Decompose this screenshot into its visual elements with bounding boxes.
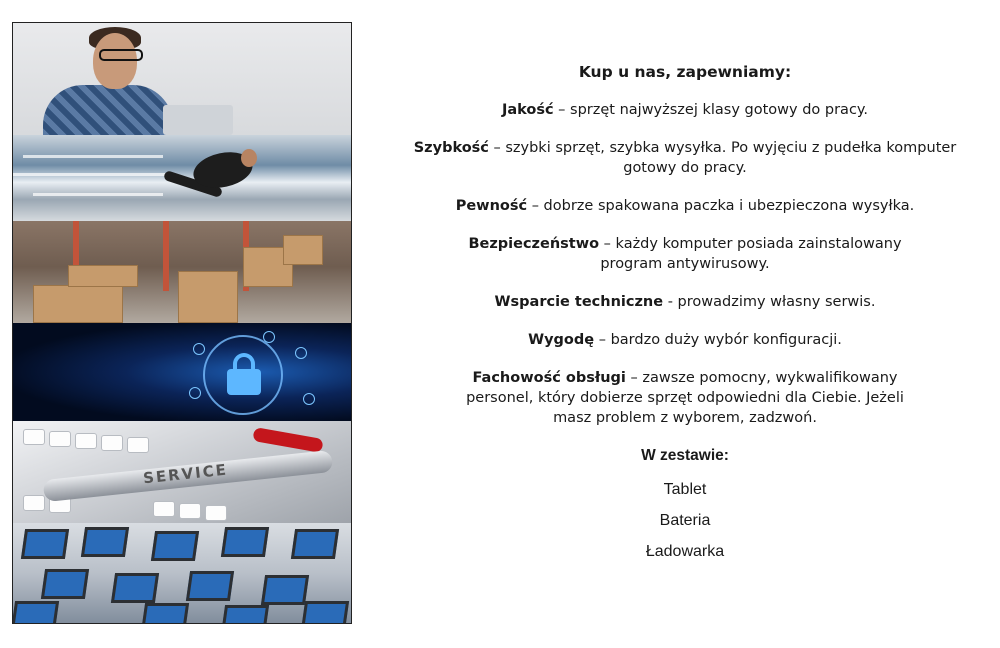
running-man-speed-image: [13, 135, 351, 221]
kit-heading: W zestawie:: [641, 447, 729, 464]
feature-quality: [400, 100, 970, 120]
feature-security: [400, 234, 970, 274]
feature-expert-service: [400, 368, 970, 428]
feature-tech-support: [400, 292, 970, 312]
feature-name: Fachowość obsługi: [472, 370, 626, 386]
feature-name: Jakość: [501, 102, 554, 118]
kit-item-battery: Bateria: [659, 512, 711, 529]
feature-name: Szybkość: [413, 140, 489, 156]
feature-convenience: [400, 330, 970, 350]
kit-contents-list: [400, 480, 970, 562]
benefits-heading: Kup u nas, zapewniamy:: [578, 63, 792, 81]
product-benefits-section: [400, 62, 970, 573]
feature-description: – szybki sprzęt, szybka wysyłka. Po wyjęciu z pudełka komputer gotowy do pracy.: [488, 140, 957, 176]
kit-item-charger: Ładowarka: [645, 543, 725, 560]
feature-name: Bezpieczeństwo: [468, 236, 600, 252]
feature-description: - prowadzimy własny serwis.: [663, 294, 876, 310]
feature-name: Wygodę: [528, 332, 595, 348]
feature-description: – każdy komputer posiada zainstalowany program antywirusowy.: [599, 236, 902, 272]
promo-image-collage: [12, 22, 352, 624]
feature-name: Pewność: [455, 198, 528, 214]
service-label: SERVICE: [142, 460, 229, 488]
laptops-grid-image: [13, 523, 351, 624]
kit-item-tablet: Tablet: [663, 481, 707, 498]
feature-speed: [400, 138, 970, 178]
feature-certainty: [400, 196, 970, 216]
feature-description: – dobrze spakowana paczka i ubezpieczona wysyłka.: [527, 198, 915, 214]
surprised-man-laptop-image: [13, 23, 351, 135]
feature-description: – bardzo duży wybór konfiguracji.: [594, 332, 842, 348]
feature-description: – sprzęt najwyższej klasy gotowy do pracy.: [553, 102, 869, 118]
warehouse-boxes-image: [13, 221, 351, 323]
cyber-security-lock-image: [13, 323, 351, 421]
keyboard-service-wrench-image: [13, 421, 351, 523]
feature-description: – zawsze pomocny, wykwalifikowany personel, który dobierze sprzęt odpowiedni dla Ciebie. Jeżeli masz problem z wyborem, zadzwoń.: [466, 370, 904, 426]
feature-name: Wsparcie techniczne: [494, 294, 664, 310]
